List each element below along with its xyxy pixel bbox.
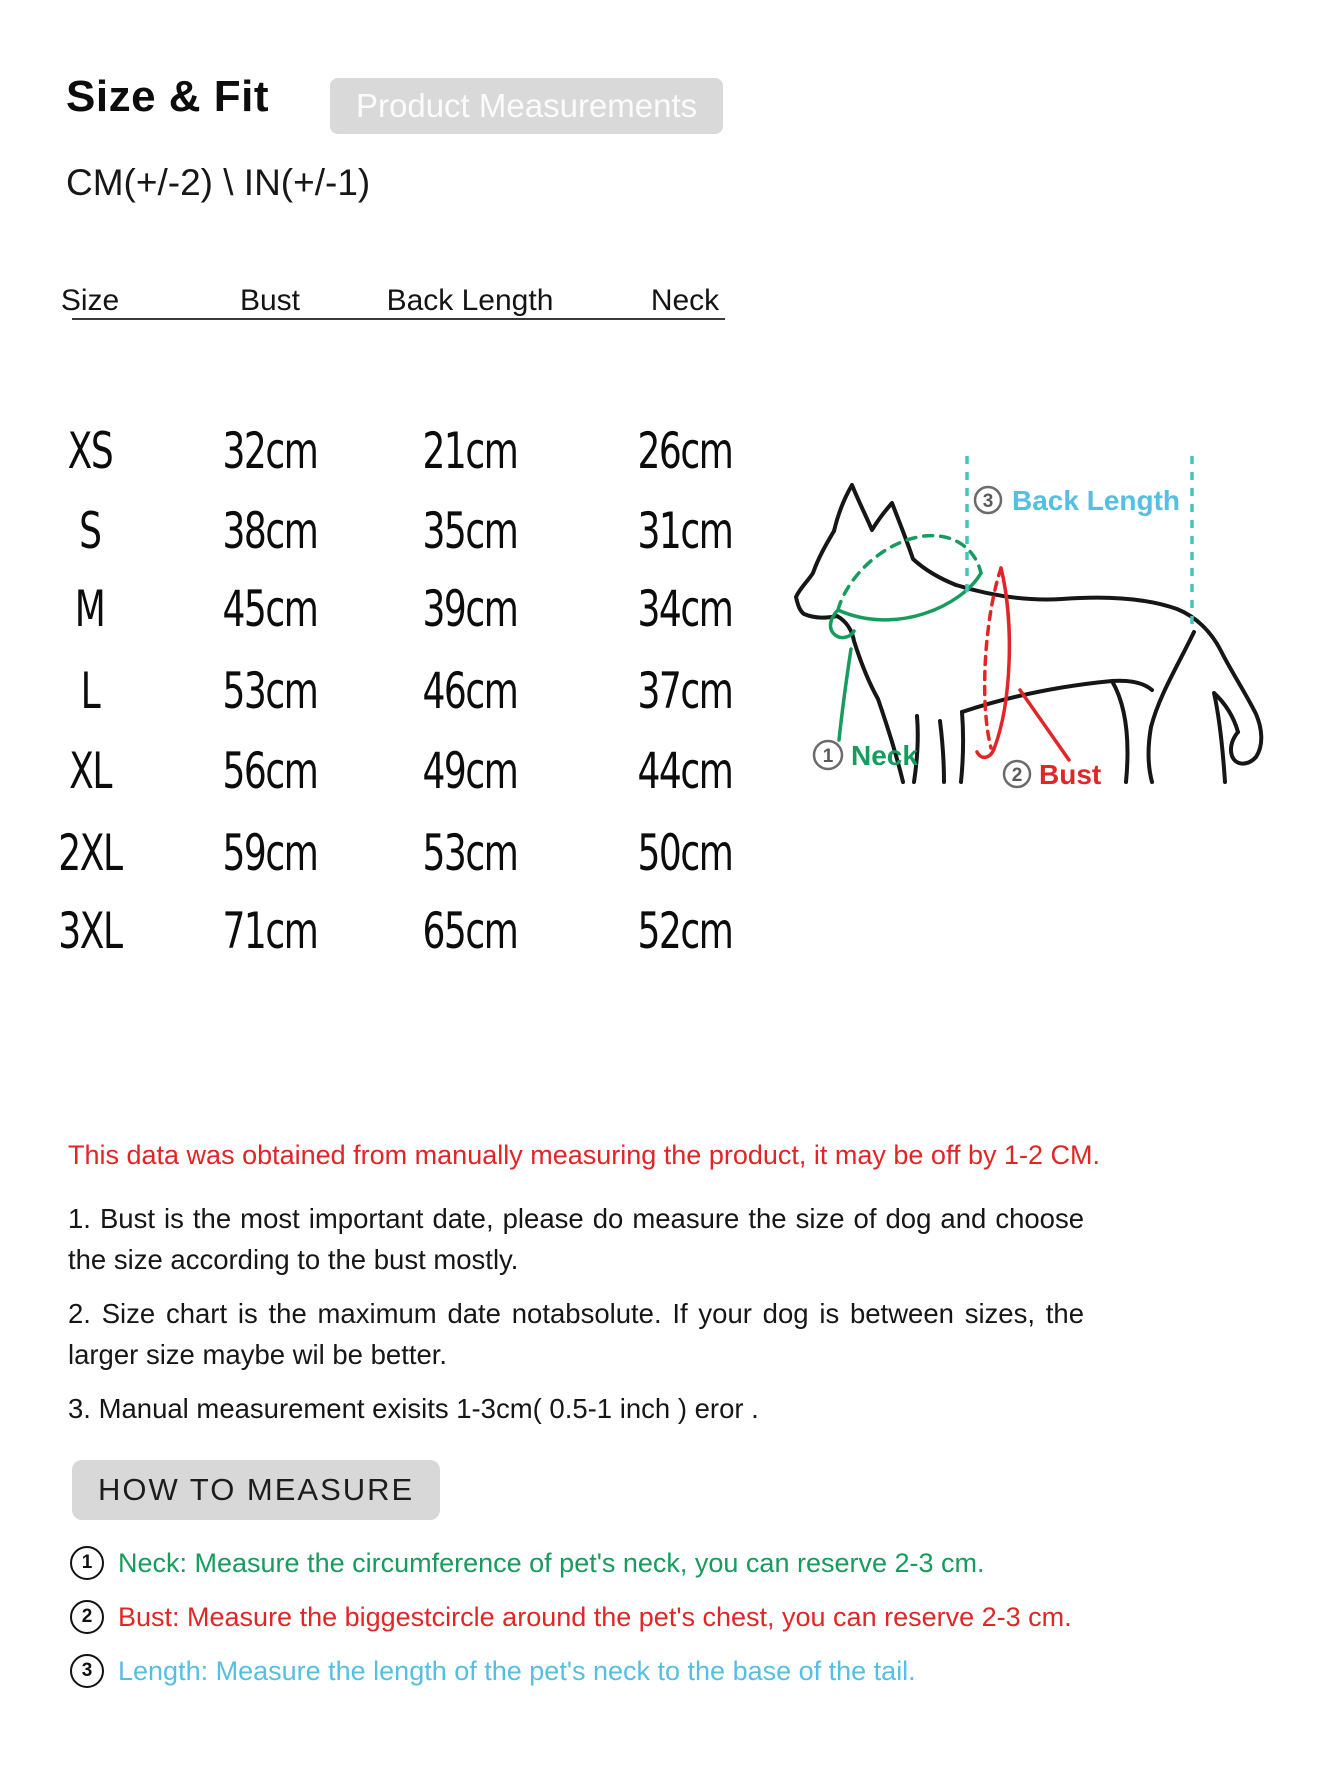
note-1: 1. Bust is the most important date, please do measure the size of dog and choose the size according to the bust mostly. xyxy=(68,1203,1084,1275)
neck-value: 37cm xyxy=(637,662,733,720)
product-measurements-badge: Product Measurements xyxy=(330,78,723,134)
circled-3-icon: 3 xyxy=(70,1654,104,1688)
note-3: 3. Manual measurement exisits 1-3cm( 0.5-1 inch ) eror . xyxy=(68,1393,759,1424)
circled-1-icon: 1 xyxy=(70,1546,104,1580)
measure-step-bust xyxy=(70,1600,1170,1634)
dog-outline-drawing xyxy=(796,485,1261,782)
table-row xyxy=(0,902,780,960)
note-2: 2. Size chart is the maximum date notabsolute. If your dog is between sizes, the larger size maybe wil be better. xyxy=(68,1298,1084,1370)
bust-value: 38cm xyxy=(222,502,318,560)
back-length-value: 21cm xyxy=(422,422,518,480)
how-to-measure-heading: HOW TO MEASURE xyxy=(72,1460,440,1520)
how-to-measure-steps xyxy=(70,1546,1170,1708)
measure-step-text: Length: Measure the length of the pet's neck to the base of the tail. xyxy=(118,1656,916,1686)
units-note: CM(+/-2) \ IN(+/-1) xyxy=(66,162,371,203)
circled-2-number: 2 xyxy=(1011,765,1023,786)
neck-value: 52cm xyxy=(637,902,733,960)
table-header-row xyxy=(0,272,780,330)
back-length-label: Back Length xyxy=(1012,485,1181,516)
measurement-warning: This data was obtained from manually measuring the product, it may be off by 1-2 CM. xyxy=(68,1140,1100,1170)
back-length-value: 39cm xyxy=(422,580,518,638)
neck-value: 44cm xyxy=(637,742,733,800)
measure-step-length xyxy=(70,1654,1170,1688)
back-length-value: 65cm xyxy=(422,902,518,960)
measure-step-text: Neck: Measure the circumference of pet's neck, you can reserve 2-3 cm. xyxy=(118,1548,985,1578)
back-length-value: 53cm xyxy=(422,824,518,882)
neck-value: 31cm xyxy=(637,502,733,560)
neck-value: 34cm xyxy=(637,580,733,638)
bust-value: 56cm xyxy=(222,742,318,800)
bust-value: 59cm xyxy=(222,824,318,882)
measure-step-text: Bust: Measure the biggestcircle around the pet's chest, you can reserve 2-3 cm. xyxy=(118,1602,1072,1632)
bust-value: 53cm xyxy=(222,662,318,720)
bust-value: 71cm xyxy=(222,902,318,960)
circled-2-icon: 2 xyxy=(70,1600,104,1634)
table-row xyxy=(0,824,780,882)
size-value: 2XL xyxy=(58,824,122,882)
back-length-value: 46cm xyxy=(422,662,518,720)
measure-step-neck xyxy=(70,1546,1170,1580)
back-length-value: 49cm xyxy=(422,742,518,800)
circled-1-number: 1 xyxy=(822,746,834,767)
table-row xyxy=(0,502,780,560)
neck-value: 50cm xyxy=(637,824,733,882)
circled-3-number: 3 xyxy=(982,491,994,512)
table-row xyxy=(0,422,780,480)
column-header-neck: Neck xyxy=(650,284,720,317)
header-underline xyxy=(72,318,725,320)
column-header-bust: Bust xyxy=(239,284,301,317)
neck-value: 26cm xyxy=(637,422,733,480)
column-header-size: Size xyxy=(60,284,120,317)
page-title: Size & Fit xyxy=(66,72,270,121)
table-row xyxy=(0,580,780,638)
table-row xyxy=(0,662,780,720)
neck-label: Neck xyxy=(851,740,918,771)
bust-label: Bust xyxy=(1039,759,1102,790)
column-header-back-length: Back Length xyxy=(386,284,554,317)
size-value: 3XL xyxy=(58,902,122,960)
size-value: S xyxy=(79,502,101,560)
size-value: M xyxy=(75,580,105,638)
back-length-value: 35cm xyxy=(422,502,518,560)
bust-value: 45cm xyxy=(222,580,318,638)
dog-measurement-diagram xyxy=(700,390,1300,790)
bust-value: 32cm xyxy=(222,422,318,480)
notes-list xyxy=(68,1198,1084,1442)
size-value: XS xyxy=(67,422,113,480)
size-value: XL xyxy=(69,742,111,800)
size-value: L xyxy=(80,662,100,720)
table-row xyxy=(0,742,780,800)
